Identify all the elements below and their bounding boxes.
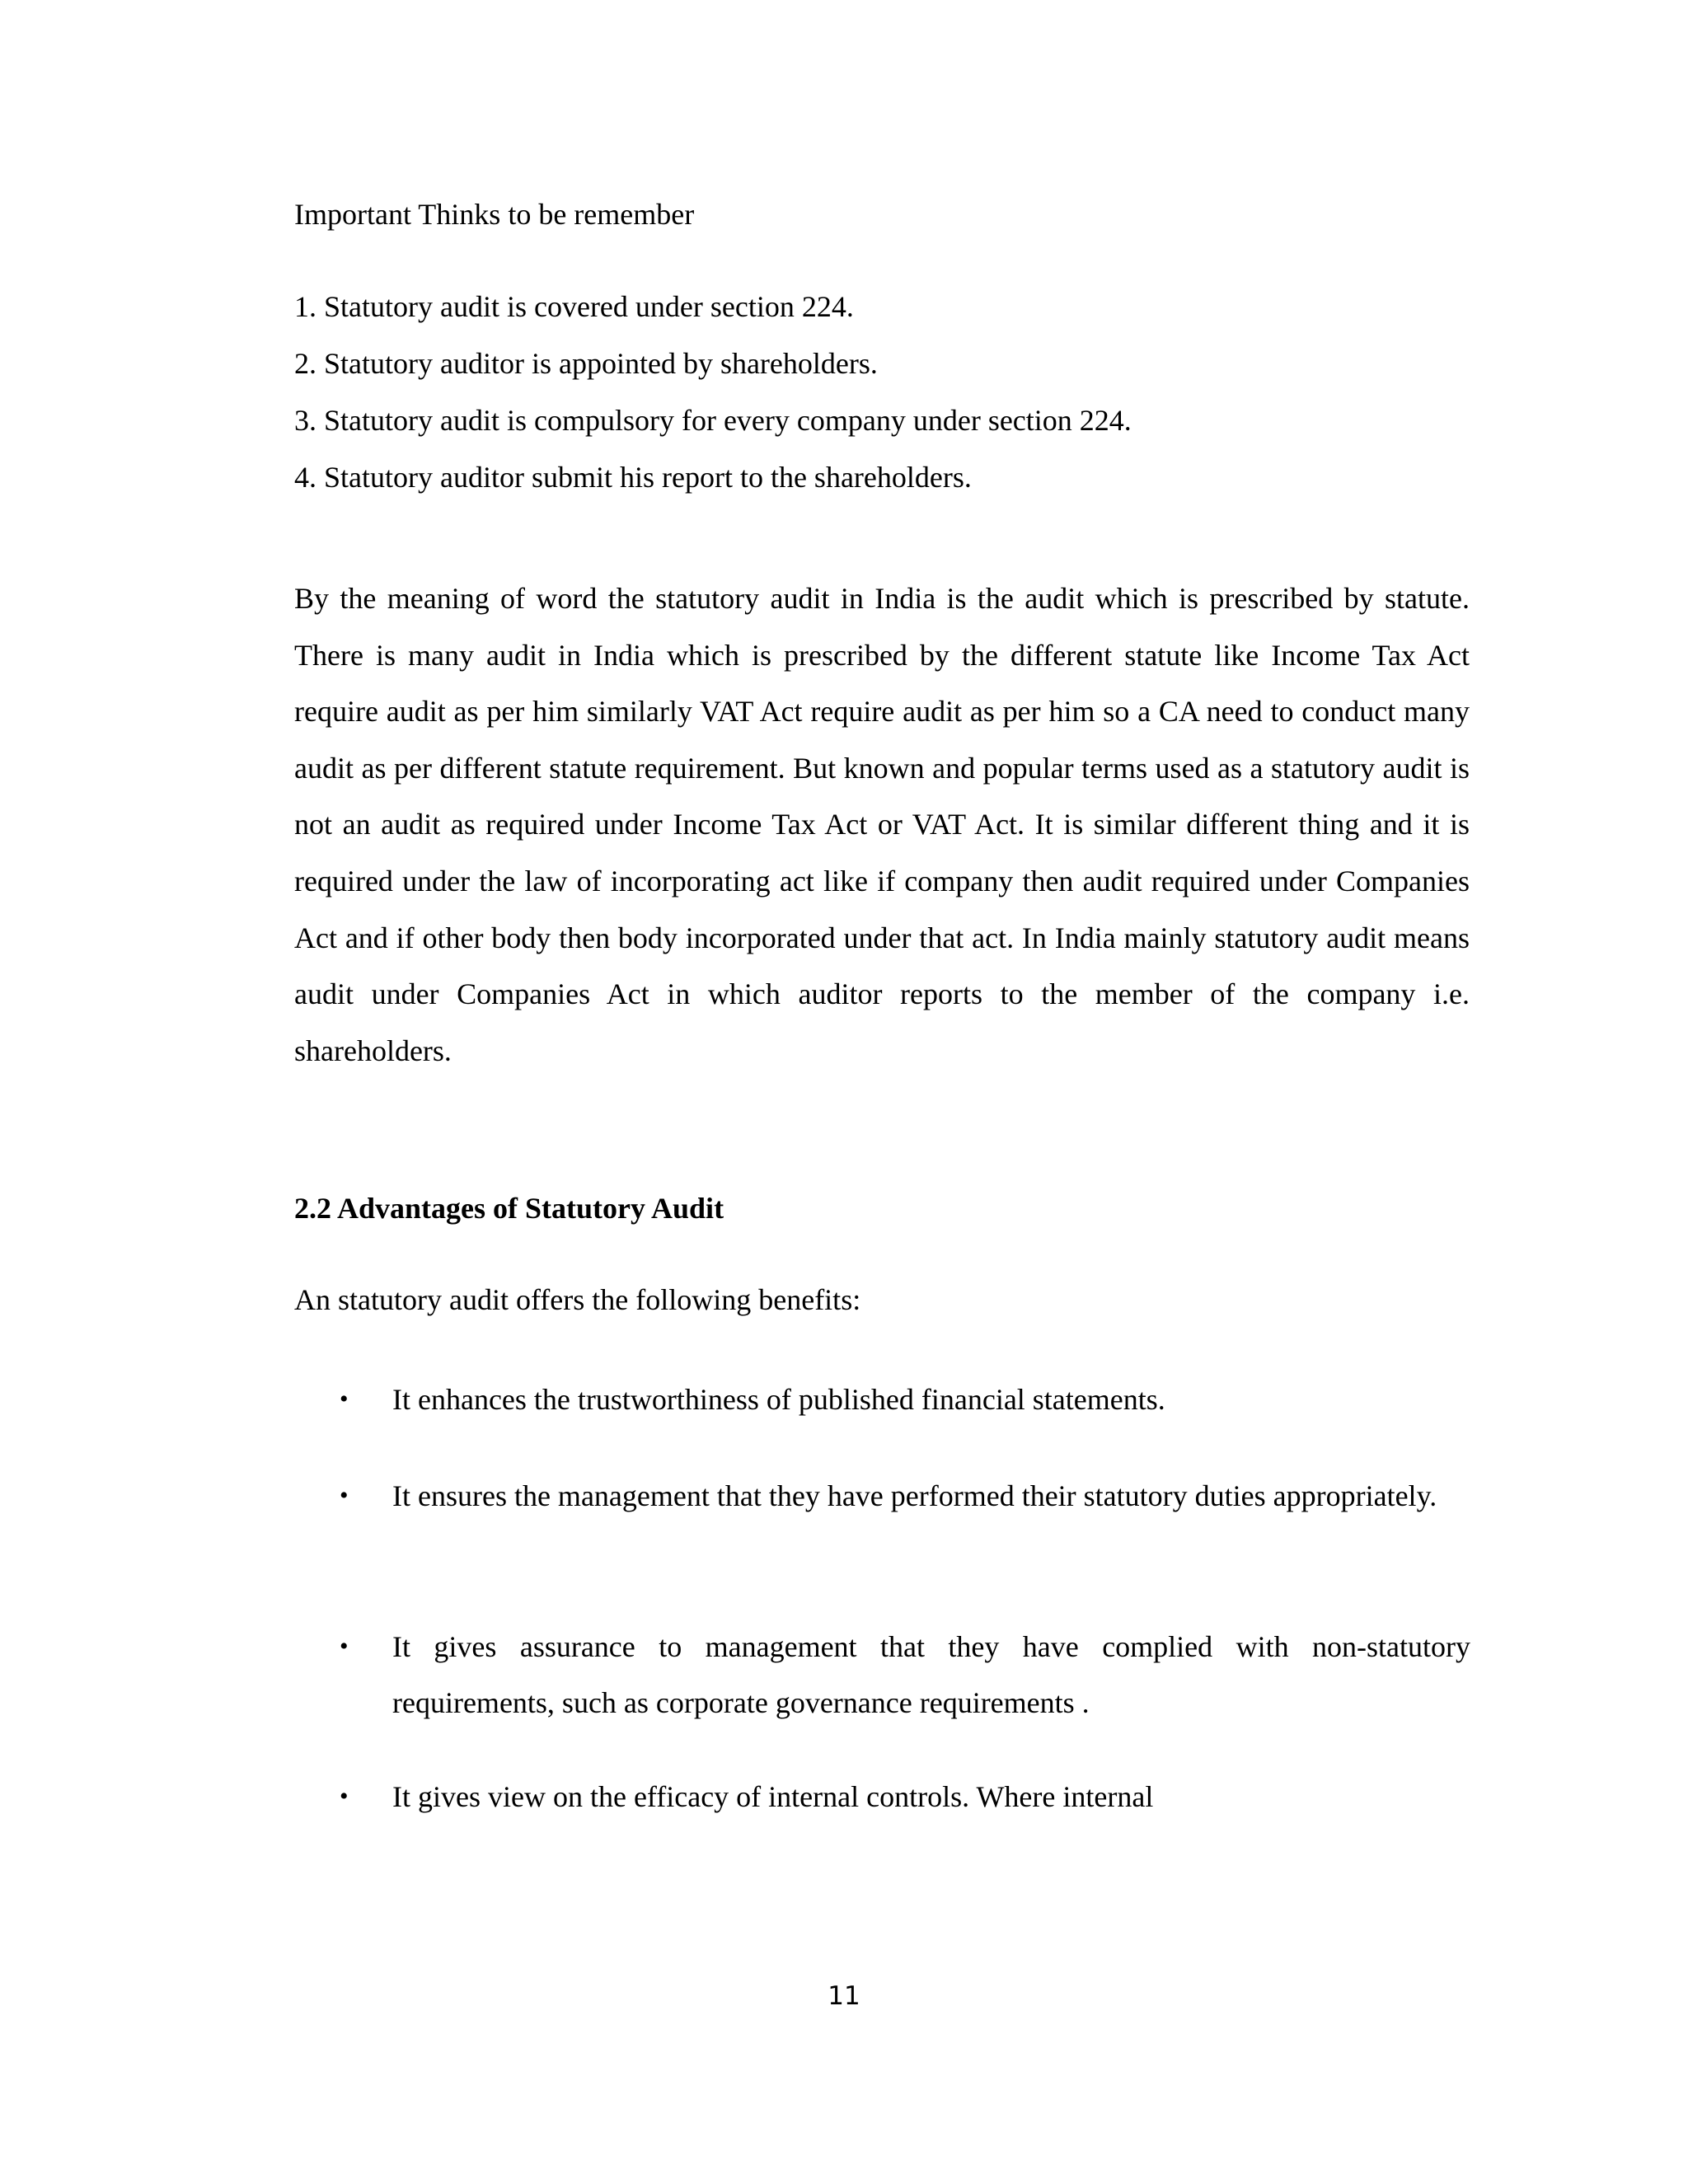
bullet-text: It gives assurance to management that they have complied with non-statutory requirements, such as corporate governance requirements .	[392, 1630, 1470, 1719]
bullet-text: It enhances the trustworthiness of published financial statements.	[392, 1383, 1165, 1416]
bullet-icon: •	[340, 1385, 349, 1413]
bullet-icon: •	[340, 1783, 349, 1810]
body-paragraph: By the meaning of word the statutory audit in India is the audit which is prescribed by statute. There is many audit in India which is prescribed by the different statute like Income Tax Act require audit as per him similarly VAT Act require audit as per him so a CA need to conduct many audit as per different statute requirement. But known and popular terms used as a statutory audit is not an audit as required under Income Tax Act or VAT Act. It is similar different thing and it is required under the law of incorporating act like if company then audit required under Companies Act and if other body then body incorporated under that act. In India mainly statutory audit means audit under Companies Act in which auditor reports to the member of the company i.e. shareholders.	[294, 582, 1470, 1067]
numbered-list	[294, 288, 1132, 516]
bullet-item	[340, 1769, 1470, 1825]
section-intro: An statutory audit offers the following benefits:	[294, 1283, 861, 1316]
page-number: 11	[828, 1981, 860, 2011]
bullet-text: It ensures the management that they have performed their statutory duties appropriately.	[392, 1479, 1437, 1512]
list-item: 3. Statutory audit is compulsory for every company under section 224.	[294, 404, 1132, 437]
bullet-item	[340, 1371, 1470, 1427]
list-item: 4. Statutory auditor submit his report to the shareholders.	[294, 461, 972, 494]
bullet-icon: •	[340, 1482, 349, 1509]
bullet-item	[340, 1468, 1470, 1524]
bullet-icon: •	[340, 1633, 349, 1660]
section-title: 2.2 Advantages of Statutory Audit	[294, 1192, 724, 1225]
list-item: 1. Statutory audit is covered under section 224.	[294, 290, 854, 323]
bullet-text: It gives view on the efficacy of internal controls. Where internal	[392, 1780, 1154, 1813]
bullet-item	[340, 1619, 1470, 1731]
page-heading: Important Thinks to be remember	[294, 198, 695, 231]
list-item: 2. Statutory auditor is appointed by shareholders.	[294, 347, 878, 380]
